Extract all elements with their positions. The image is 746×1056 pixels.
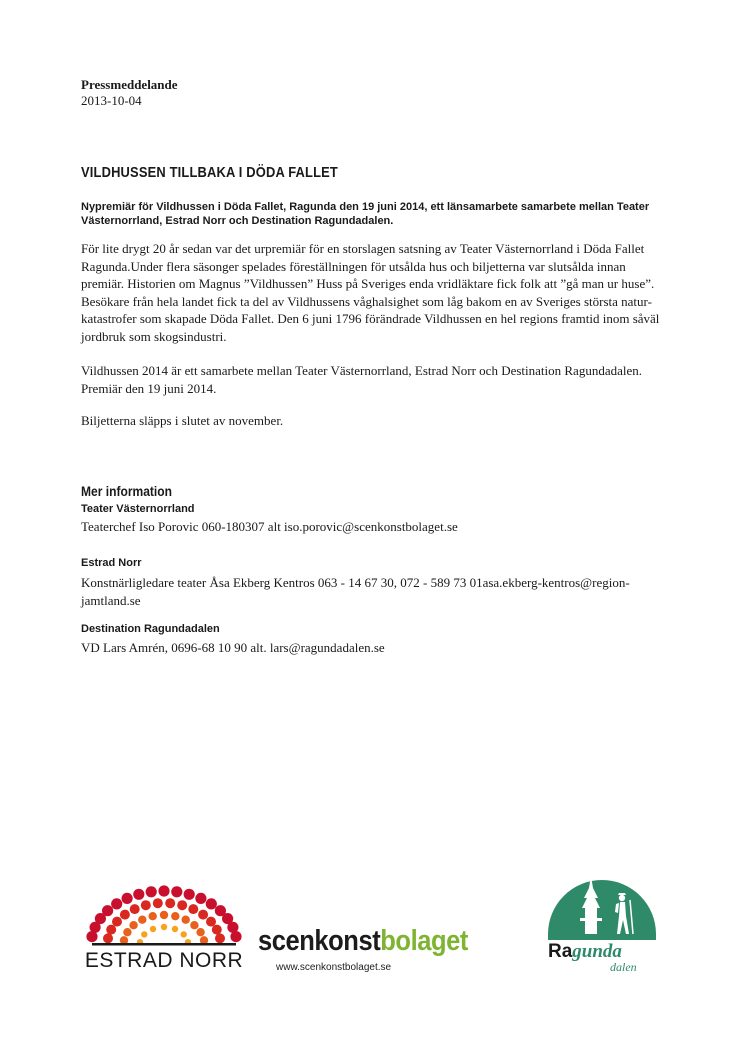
body-paragraph-2: Vildhussen 2014 är ett samarbete mellan Teater Västernorrland, Estrad Norr och Destination Ragundadalen. Premiär den 19 juni 2014. [81,363,642,396]
contact-org-teater: Teater Västernorrland [81,503,195,515]
scenkonstbolaget-logo-text-2: bolaget [380,925,468,957]
press-release-label: Pressmeddelande [81,77,178,92]
body-paragraph-1: För lite drygt 20 år sedan var det urpremiär för en storslagen satsning av Teater Västernorrland i Döda Fallet Ragunda.Under flera säsonger spelades föreställningen för utsålda hus och biljetterna var slutsålda innan premiär. Historien om Magnus ”Vildhussen” Huss på Sveriges enda vridläktare fick folk att ”gå man ur huse”. Besökare från hela landet fick ta del av Vildhussens våghalsighet som låg bakom en av Sveriges största natur-katastrofer som skapade Döda Fallet. Den 6 juni 1796 förändrade Vildhussen en hel regions framtid inom såväl jordbruk som skogsindustri. [81,241,660,344]
estrad-norr-sunburst-icon [84,885,244,947]
contact-org-ragundadalen: Destination Ragundadalen [81,623,220,635]
contact-detail-estrad: Konstnärligledare teater Åsa Ekberg Kentros 063 - 14 67 30, 072 - 589 73 01asa.ekberg-kentros@region-jamtland.se [81,575,630,608]
contact-detail-ragundadalen: VD Lars Amrén, 0696-68 10 90 alt. lars@ragundadalen.se [81,640,385,655]
more-info-heading: Mer information [81,483,172,499]
contact-org-estrad: Estrad Norr [81,557,142,569]
body-paragraph-3: Biljetterna släpps i slutet av november. [81,413,284,428]
estrad-norr-logo [84,885,244,977]
page-title: VILDHUSSEN TILLBAKA I DÖDA FALLET [81,164,338,181]
scenkonstbolaget-logo-text-1: scenkonst [258,925,381,957]
ragundadalen-logo [540,868,665,980]
press-release-date: 2013-10-04 [81,93,142,108]
ragundadalen-emblem-icon [540,868,665,980]
ragunda-logo-text-3: dalen [610,960,637,974]
contact-detail-teater: Teaterchef Iso Porovic 060-180307 alt iso.porovic@scenkonstbolaget.se [81,519,458,534]
press-header [81,77,178,109]
ragunda-logo-text-1: Ra [548,941,573,962]
scenkonstbolaget-url: www.scenkonstbolaget.se [276,962,392,973]
estrad-norr-logo-text: ESTRAD NORR [84,949,244,972]
ragunda-logo-text-2: gunda [572,941,622,962]
lead-paragraph: Nypremiär för Vildhussen i Döda Fallet, Ragunda den 19 juni 2014, ett länsamarbete samarbete mellan Teater Västernorrland, Estrad Norr och Destination Ragundadalen. [81,201,650,227]
scenkonstbolaget-logo [258,925,508,980]
